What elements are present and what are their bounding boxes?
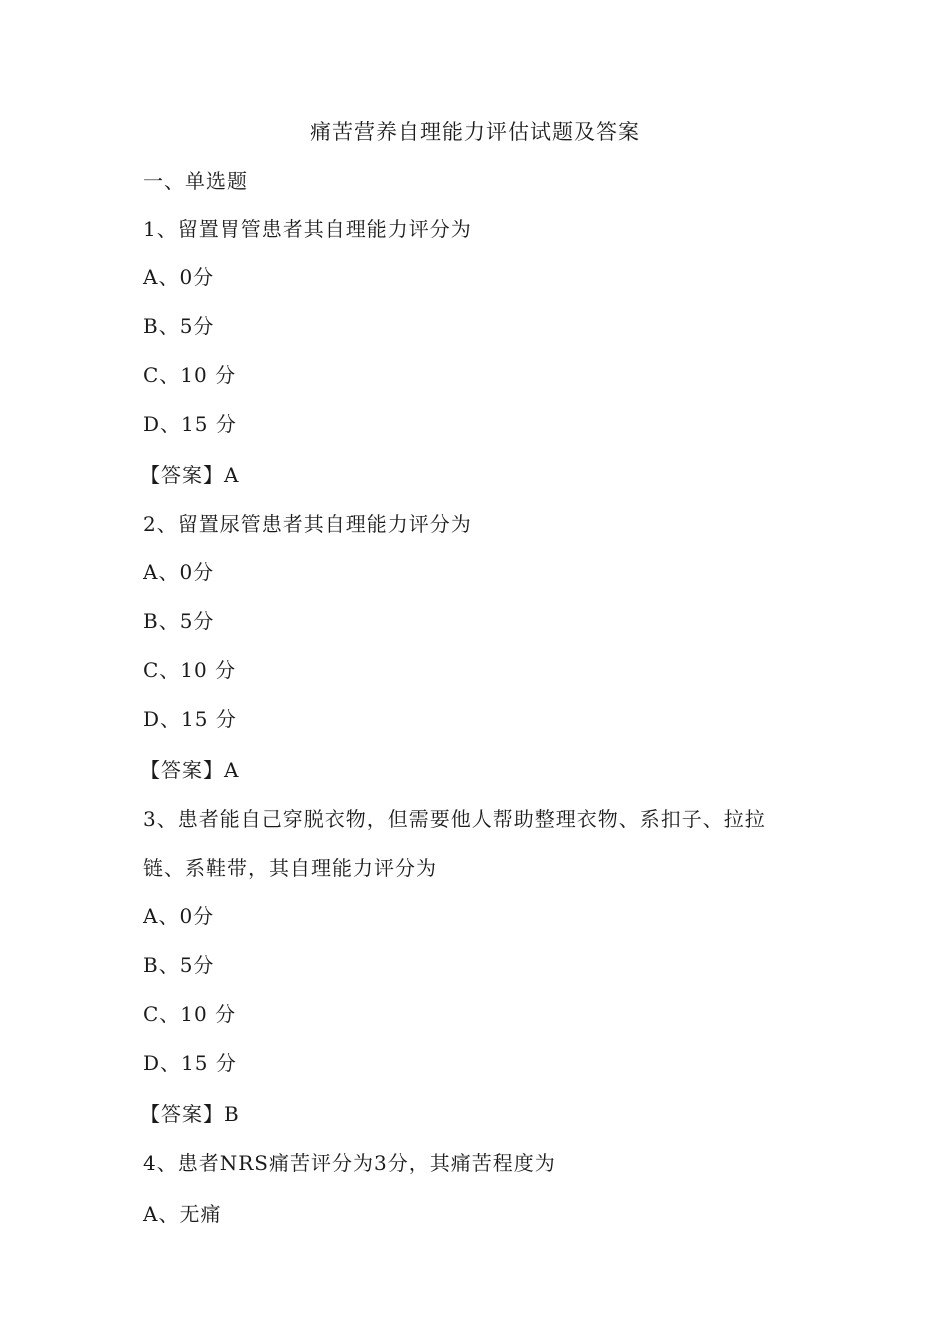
question-3-stem-line-1: 3、患者能自己穿脱衣物，但需要他人帮助整理衣物、系扣子、拉拉 [143, 807, 766, 831]
question-3-option-d: D、15 分 [143, 1051, 237, 1075]
question-3-option-a: A、0分 [143, 904, 215, 928]
question-1-option-c: C、10 分 [143, 363, 237, 387]
question-1-option-a: A、0分 [143, 265, 215, 289]
question-1-option-b: B、5分 [143, 314, 215, 338]
question-1-answer: 【答案】A [140, 463, 240, 487]
question-2-option-c: C、10 分 [143, 658, 237, 682]
question-2-answer: 【答案】A [140, 758, 240, 782]
document-title: 痛苦营养自理能力评估试题及答案 [310, 120, 640, 144]
question-2-option-d: D、15 分 [143, 707, 237, 731]
question-3-option-c: C、10 分 [143, 1002, 237, 1026]
question-4-stem: 4、患者NRS痛苦评分为3分，其痛苦程度为 [143, 1151, 556, 1175]
question-3-stem-line-2: 链、系鞋带，其自理能力评分为 [143, 856, 437, 880]
question-2-option-a: A、0分 [143, 560, 215, 584]
question-4-option-a: A、无痛 [143, 1202, 222, 1226]
question-1-stem: 1、留置胃管患者其自理能力评分为 [143, 217, 472, 241]
question-2-stem: 2、留置尿管患者其自理能力评分为 [143, 512, 472, 536]
question-3-answer: 【答案】B [140, 1102, 240, 1126]
question-1-option-d: D、15 分 [143, 412, 237, 436]
question-3-option-b: B、5分 [143, 953, 215, 977]
section-heading: 一、单选题 [143, 169, 248, 193]
question-2-option-b: B、5分 [143, 609, 215, 633]
